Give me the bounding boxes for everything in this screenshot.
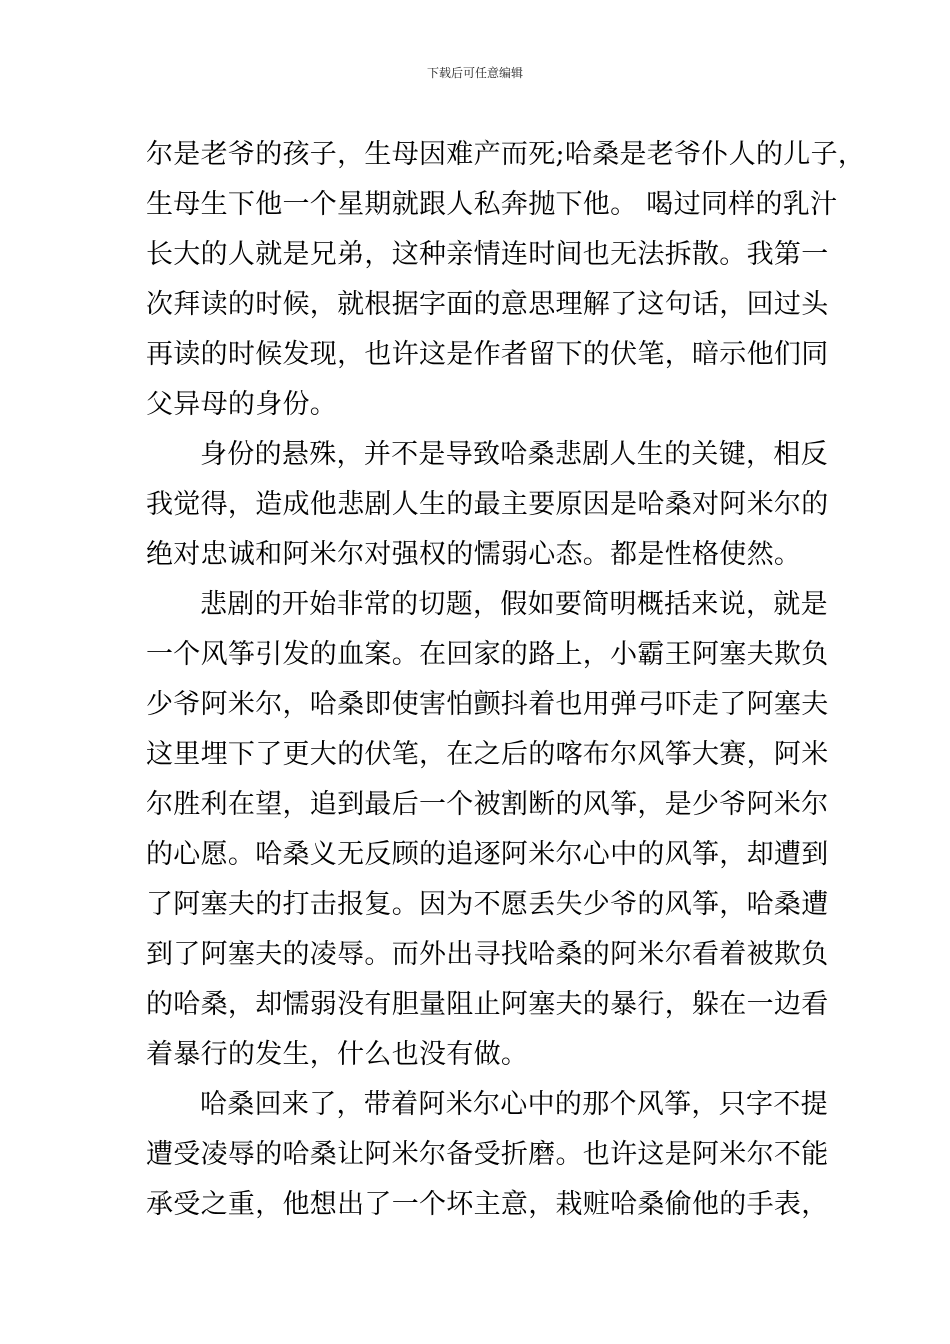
text-line: 的哈桑，却懦弱没有胆量阻止阿塞夫的暴行，躲在一边看: [146, 989, 829, 1020]
text-line: 次拜读的时候，就根据字面的意思理解了这句话，回过头: [146, 289, 829, 320]
text-line: 遭受凌辱的哈桑让阿米尔备受折磨。也许这是阿米尔不能: [146, 1139, 829, 1170]
text-line: 到了阿塞夫的凌辱。而外出寻找哈桑的阿米尔看着被欺负: [146, 939, 829, 970]
text-line: 尔胜利在望，追到最后一个被割断的风筝，是少爷阿米尔: [146, 789, 829, 820]
text-line: 了阿塞夫的打击报复。因为不愿丢失少爷的风筝，哈桑遭: [146, 889, 829, 920]
text-line: 再读的时候发现，也许这是作者留下的伏笔，暗示他们同: [146, 339, 829, 370]
text-line: 悲剧的开始非常的切题，假如要简明概括来说，就是: [200, 589, 828, 620]
body-text: [146, 130, 866, 1230]
text-line: 身份的悬殊，并不是导致哈桑悲剧人生的关键，相反: [200, 439, 828, 470]
text-line: 我觉得，造成他悲剧人生的最主要原因是哈桑对阿米尔的: [146, 489, 829, 520]
text-line: 绝对忠诚和阿米尔对强权的懦弱心态。都是性格使然。: [146, 539, 802, 570]
text-line: 父异母的身份。: [146, 389, 338, 420]
paragraph: [146, 130, 866, 430]
paragraph: [146, 430, 829, 580]
text-line: 长大的人就是兄弟，这种亲情连时间也无法拆散。我第一: [146, 239, 829, 270]
text-line: 这里埋下了更大的伏笔，在之后的喀布尔风筝大赛，阿米: [146, 739, 829, 770]
text-line: 着暴行的发生，什么也没有做。: [146, 1039, 529, 1070]
paragraph: [146, 580, 829, 1080]
text-line: 承受之重，他想出了一个坏主意，栽赃哈桑偷他的手表，: [146, 1189, 829, 1220]
text-line: 尔是老爷的孩子，生母因难产而死;哈桑是老爷仆人的儿子，: [146, 139, 866, 170]
text-line: 少爷阿米尔，哈桑即使害怕颤抖着也用弹弓吓走了阿塞夫: [146, 689, 829, 720]
paragraph: [146, 1080, 829, 1230]
page-header: 下载后可任意编辑: [426, 66, 523, 80]
text-line: 的心愿。哈桑义无反顾的追逐阿米尔心中的风筝，却遭到: [146, 839, 829, 870]
text-line: 生母生下他一个星期就跟人私奔抛下他。 喝过同样的乳汁: [146, 189, 838, 220]
text-line: 哈桑回来了，带着阿米尔心中的那个风筝，只字不提: [200, 1089, 828, 1120]
text-line: 一个风筝引发的血案。在回家的路上，小霸王阿塞夫欺负: [146, 639, 829, 670]
